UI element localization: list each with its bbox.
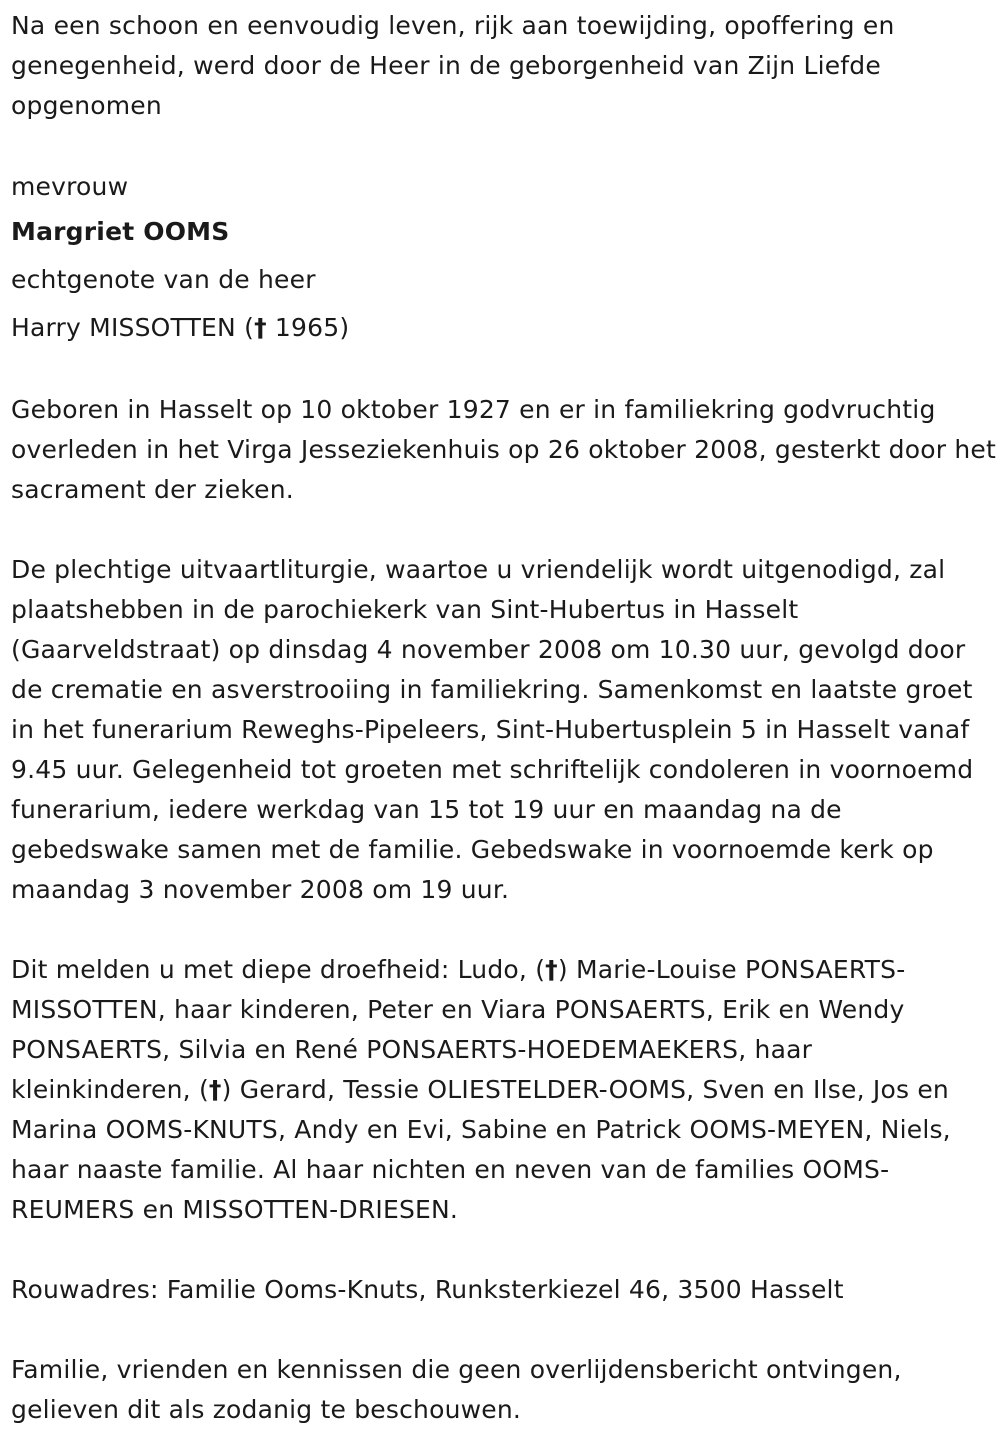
birth-death-paragraph: Geboren in Hasselt op 10 oktober 1927 en er in familiekring godvruchtig overleden in het Virga Jesseziekenhuis op 26 oktober 2008, gesterkt door het sacrament der zieken. <box>11 395 996 504</box>
spacer <box>11 510 996 550</box>
person-relation: echtgenote van de heer <box>11 265 316 294</box>
spacer <box>11 352 996 390</box>
cross-icon: † <box>208 1075 222 1104</box>
cross-icon: † <box>545 955 558 984</box>
spacer <box>11 1310 996 1350</box>
funeral-paragraph: De plechtige uitvaartliturgie, waartoe u vriendelijk wordt uitgenodigd, zal plaatshebben in de parochiekerk van Sint-Hubertus in Hasselt (Gaarveldstraat) op dinsdag 4 november 2008 om 10.30 uur, gevolgd door de crematie en asverstrooiing in familiekring. Samenkomst en laatste groet in het funerarium Reweghs-Pipeleers, Sint-Hubertusplein 5 in Hasselt vanaf 9.45 uur. Gelegenheid tot groeten met schriftelijk condoleren in voornoemd funerarium, iedere werkdag van 15 tot 19 uur en maandag na de gebedswake samen met de familie. Gebedswake in voornoemde kerk op maandag 3 november 2008 om 19 uur. <box>11 555 974 904</box>
spouse-line <box>11 304 996 352</box>
person-title: mevrouw <box>11 172 129 201</box>
spouse-death-year: 1965) <box>266 313 350 342</box>
closing-paragraph: Familie, vrienden en kennissen die geen overlijdensbericht ontvingen, gelieven dit als zodanig te beschouwen. <box>11 1355 902 1424</box>
spacer <box>11 910 996 950</box>
obituary-document <box>11 6 996 1430</box>
spouse-death-open: ( <box>244 313 255 342</box>
person-block <box>11 166 996 352</box>
family-paragraph <box>11 950 996 1230</box>
family-text-2: ) Marie-Louise PONSAERTS-MISSOTTEN, haar kinderen, Peter en Viara PONSAERTS, Erik en Wendy PONSAERTS, Silvia en René PONSAERTS-HOEDEMAEKERS, haar kleinkinderen, ( <box>11 955 906 1104</box>
family-text-3: ) Gerard, Tessie OLIESTELDER-OOMS, Sven en Ilse, Jos en Marina OOMS-KNUTS, Andy en Evi, Sabine en Patrick OOMS-MEYEN, Niels, haar naaste familie. Al haar nichten en neven van de families OOMS-REUMERS en MISSOTTEN-DRIESEN. <box>11 1075 951 1224</box>
spacer <box>11 126 996 166</box>
person-name: Margriet OOMS <box>11 217 230 246</box>
address-line: Rouwadres: Familie Ooms-Knuts, Runksterkiezel 46, 3500 Hasselt <box>11 1275 844 1304</box>
spouse-name: Harry MISSOTTEN <box>11 313 236 342</box>
intro-paragraph: Na een schoon en eenvoudig leven, rijk aan toewijding, opoffering en genegenheid, werd door de Heer in de geborgenheid van Zijn Liefde opgenomen <box>11 11 895 120</box>
spacer <box>11 1230 996 1270</box>
cross-icon: † <box>254 313 267 342</box>
family-text-1: Dit melden u met diepe droefheid: Ludo, ( <box>11 955 546 984</box>
